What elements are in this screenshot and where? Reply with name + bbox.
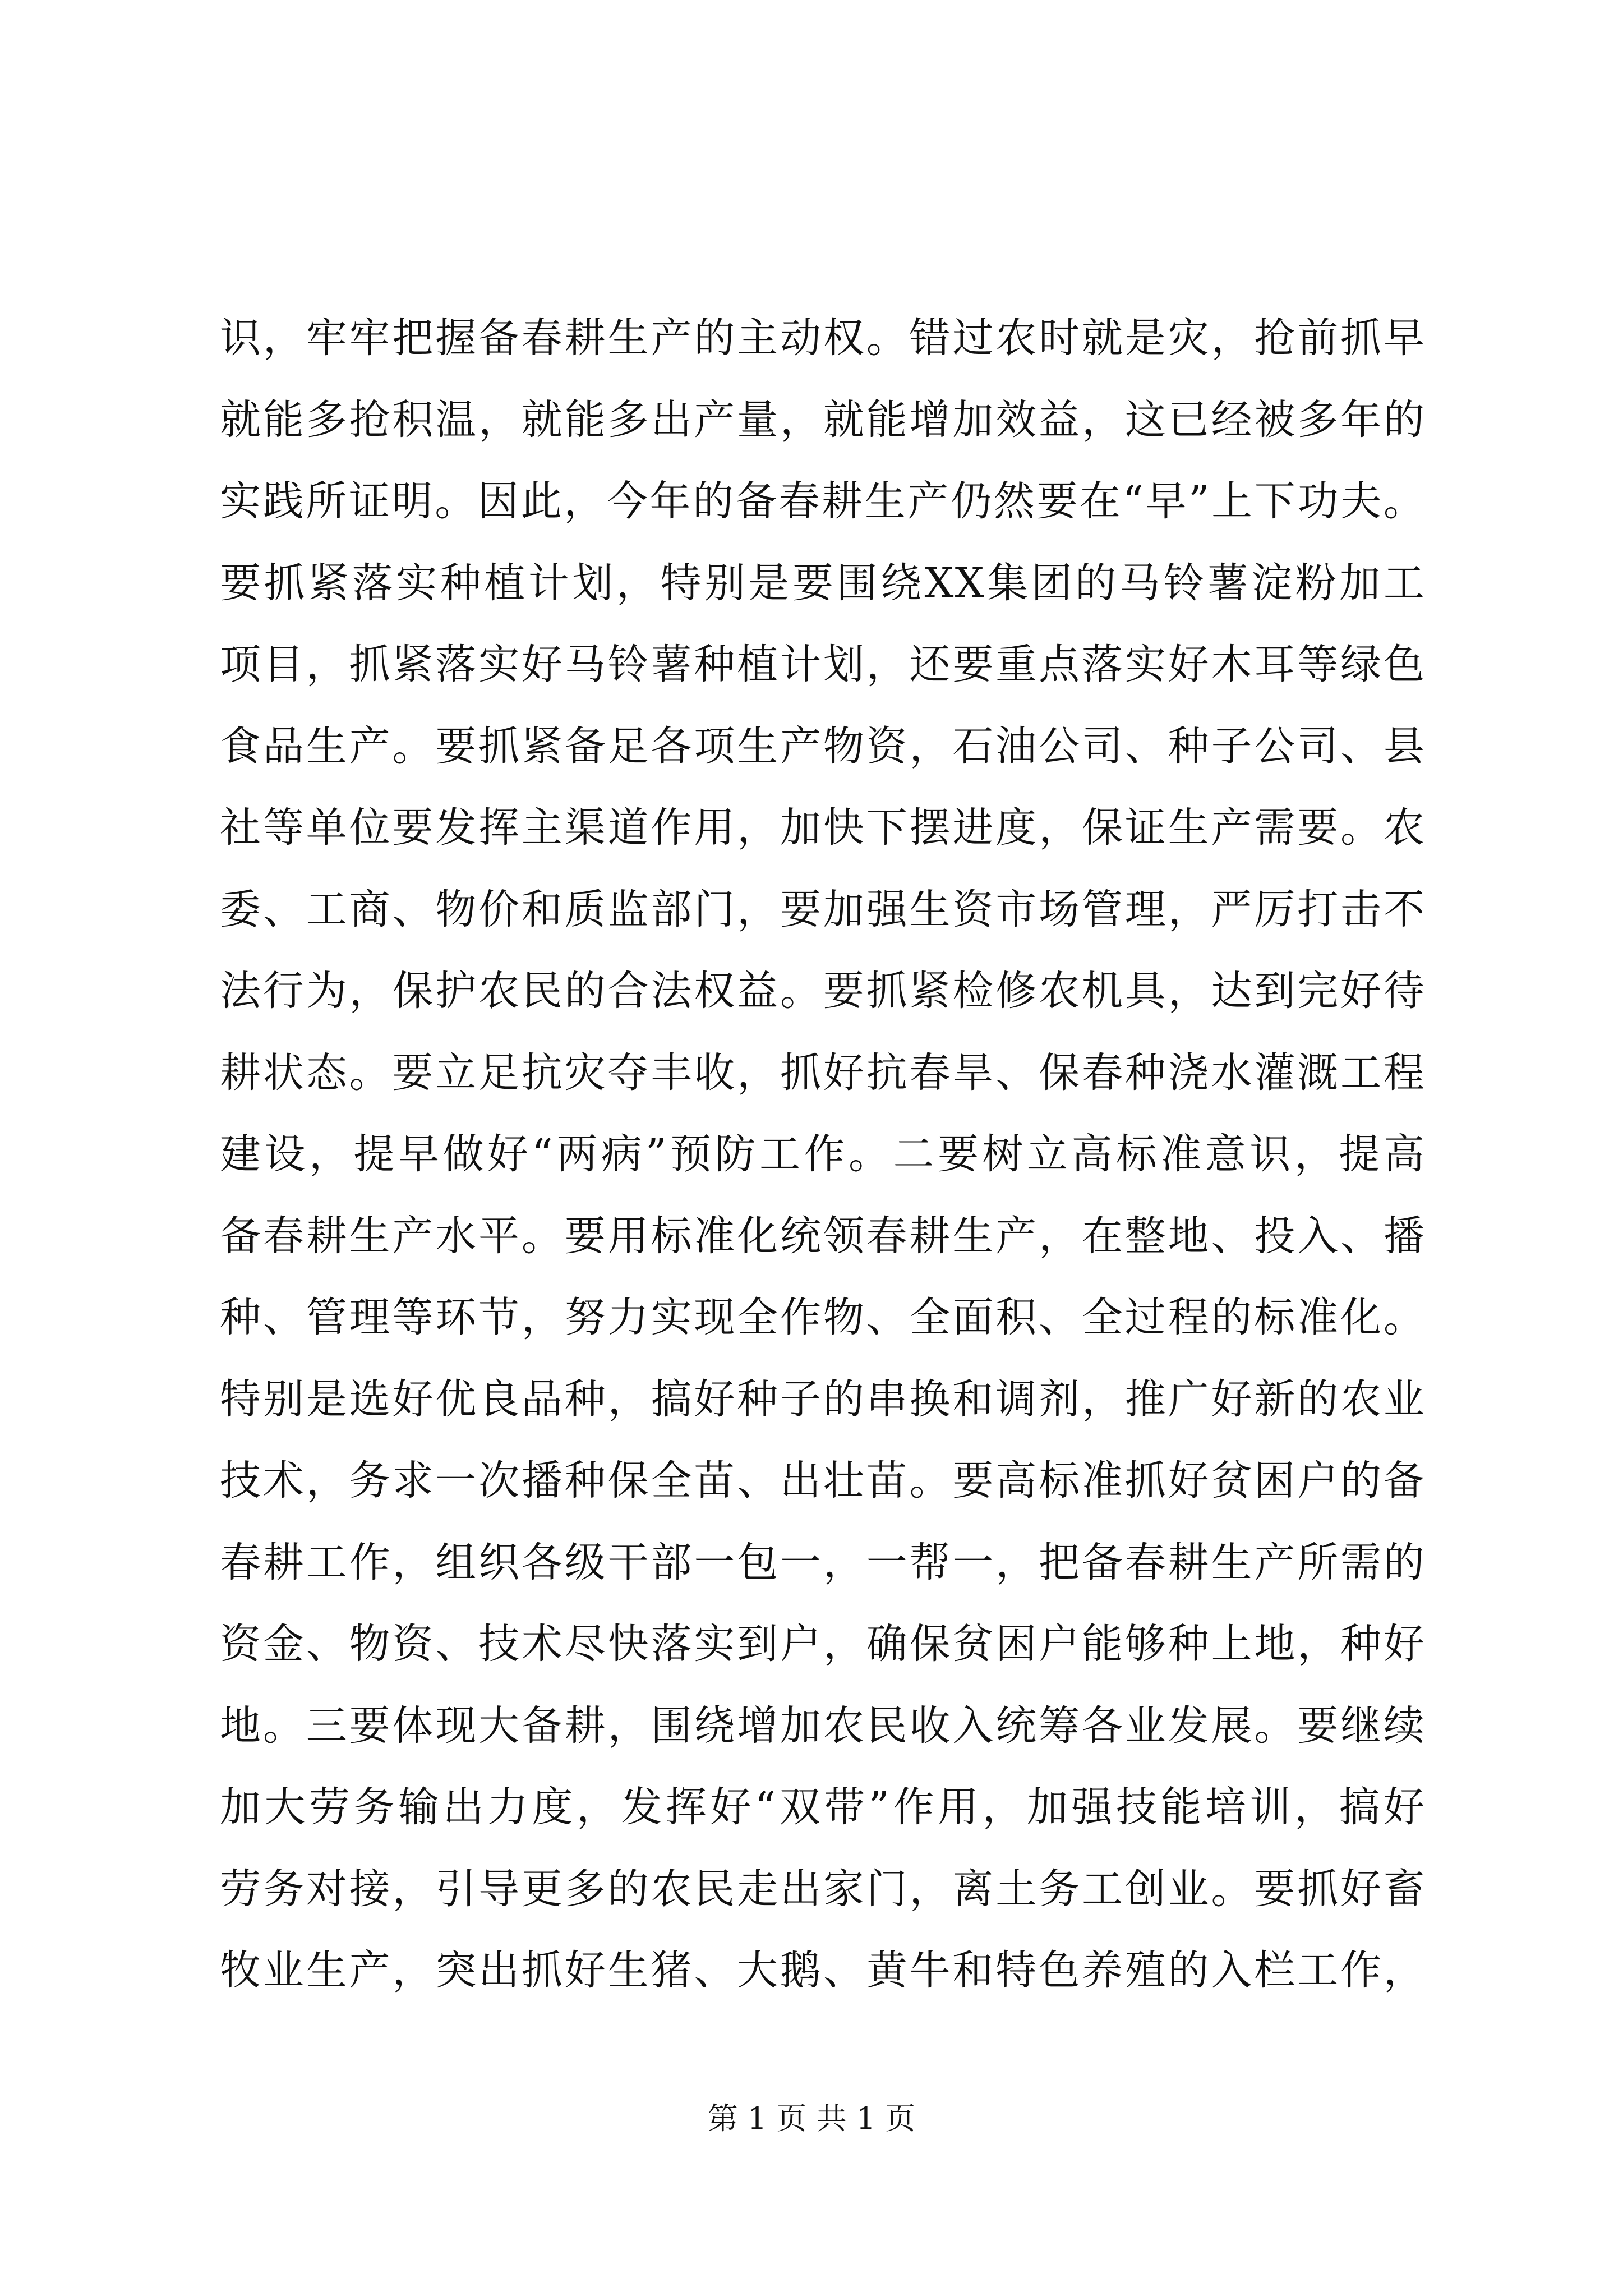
text-line: 法行为，保护农民的合法权益。要抓紧检修农机具，达到完好待 [220, 967, 1426, 1015]
text-line: 建设，提早做好“两病”预防工作。二要树立高标准意识，提高 [220, 1130, 1426, 1178]
text-line: 牧业生产，突出抓好生猪、大鹅、黄牛和特色养殖的入栏工作， [220, 1947, 1426, 1994]
text-line: 劳务对接，引导更多的农民走出家门，离土务工创业。要抓好畜 [220, 1865, 1426, 1913]
body-text [220, 297, 1426, 2012]
text-line: 项目，抓紧落实好马铃薯种植计划，还要重点落实好木耳等绿色 [220, 641, 1426, 688]
page-number-label: 第 1 页 共 1 页 [707, 2101, 916, 2136]
text-line: 识，牢牢把握备春耕生产的主动权。错过农时就是灾，抢前抓早 [220, 314, 1426, 362]
text-line: 就能多抢积温，就能多出产量，就能增加效益，这已经被多年的 [220, 395, 1426, 444]
text-line: 资金、物资、技术尽快落实到户，确保贫困户能够种上地，种好 [220, 1620, 1426, 1668]
text-line: 春耕工作，组织各级干部一包一，一帮一，把备春耕生产所需的 [220, 1538, 1426, 1586]
text-line: 种、管理等环节，努力实现全作物、全面积、全过程的标准化。 [220, 1294, 1426, 1341]
text-line: 社等单位要发挥主渠道作用，加快下摆进度，保证生产需要。农 [220, 804, 1426, 852]
text-line: 食品生产。要抓紧备足各项生产物资，石油公司、种子公司、县 [220, 722, 1426, 770]
page-footer [0, 2099, 1623, 2138]
text-line: 地。三要体现大备耕，围绕增加农民收入统筹各业发展。要继续 [220, 1701, 1426, 1750]
text-line: 耕状态。要立足抗灾夺丰收，抓好抗春旱、保春种浇水灌溉工程 [220, 1048, 1426, 1097]
text-line: 实践所证明。因此，今年的备春耕生产仍然要在“早”上下功夫。 [220, 477, 1426, 525]
text-line: 技术，务求一次播种保全苗、出壮苗。要高标准抓好贫困户的备 [220, 1457, 1426, 1504]
text-line: 特别是选好优良品种，搞好种子的串换和调剂，推广好新的农业 [220, 1375, 1426, 1423]
text-line: 备春耕生产水平。要用标准化统领春耕生产，在整地、投入、播 [220, 1212, 1426, 1260]
text-line: 加大劳务输出力度，发挥好“双带”作用，加强技能培训，搞好 [220, 1783, 1426, 1831]
text-line: 委、工商、物价和质监部门，要加强生资市场管理，严厉打击不 [220, 885, 1426, 933]
text-line: 要抓紧落实种植计划，特别是要围绕XX集团的马铃薯淀粉加工 [220, 559, 1426, 607]
